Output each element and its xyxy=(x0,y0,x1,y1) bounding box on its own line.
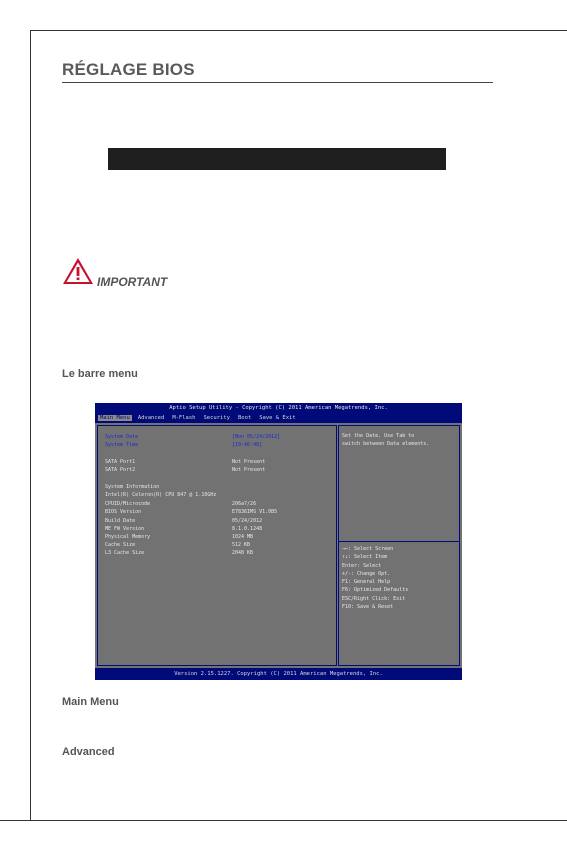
key-line: F6: Optimized Defaults xyxy=(342,587,409,594)
setting-label: BIOS Version xyxy=(105,509,142,515)
setting-label: Physical Memory xyxy=(105,534,151,540)
redacted-bar xyxy=(108,148,446,170)
setting-value: [10:46:48] xyxy=(232,442,263,448)
setting-value: Not Present xyxy=(232,467,266,473)
key-line: Enter: Select xyxy=(342,562,382,569)
setting-label: System Date xyxy=(105,434,139,440)
setting-value: 206a7/26 xyxy=(232,501,257,507)
bios-tab-bar xyxy=(98,415,298,421)
key-line: ESC/Right Click: Exit xyxy=(342,595,406,602)
setting-value: Not Present xyxy=(232,459,266,465)
bios-header xyxy=(95,403,462,423)
main-menu-heading: Main Menu xyxy=(62,696,119,708)
bios-screenshot xyxy=(95,403,462,680)
help-line: Set the Date. Use Tab to xyxy=(342,433,415,439)
setting-label: Build Date xyxy=(105,518,136,524)
bios-settings-panel xyxy=(97,425,337,666)
bios-title: Aptio Setup Utility - Copyright (C) 2011 American Megatrends, Inc. xyxy=(169,405,388,411)
bios-footer-text: Version 2.15.1227. Copyright (C) 2011 American Megatrends, Inc. xyxy=(174,671,383,677)
help-divider xyxy=(339,541,459,542)
frame-top-border xyxy=(30,30,567,31)
important-label: IMPORTANT xyxy=(97,275,168,289)
help-text xyxy=(342,432,429,448)
title-rule xyxy=(62,82,493,83)
setting-label: L3 Cache Size xyxy=(105,550,145,556)
tab-security: Security xyxy=(203,415,230,421)
setting-value: [Mon 05/24/2012] xyxy=(232,434,281,440)
tab-m-flash: M-Flash xyxy=(172,415,196,421)
setting-value: 05/24/2012 xyxy=(232,518,263,524)
setting-label: Cache Size xyxy=(105,542,136,548)
setting-label: System Time xyxy=(105,442,139,448)
frame-bottom-border xyxy=(0,820,567,821)
help-line: switch between Data elements. xyxy=(342,441,430,447)
setting-label: SATA Port2 xyxy=(105,467,136,473)
setting-value: 1024 MB xyxy=(232,534,254,540)
key-line: F10: Save & Reset xyxy=(342,604,394,611)
key-legend xyxy=(342,545,408,611)
key-line: →←: Select Screen xyxy=(342,546,394,552)
bios-help-panel xyxy=(338,425,460,666)
warning-icon xyxy=(62,257,94,285)
advanced-heading: Advanced xyxy=(62,746,115,758)
section-title: RÉGLAGE BIOS xyxy=(62,60,195,79)
bios-footer xyxy=(95,668,462,680)
setting-label: System Information xyxy=(105,484,160,490)
frame-left-border xyxy=(30,30,31,820)
setting-value: 2048 KB xyxy=(232,550,254,556)
setting-label: Intel(R) Celeron(R) CPU 847 @ 1.10GHz xyxy=(105,492,217,498)
setting-value: E7836IMS V1.0B5 xyxy=(232,509,278,515)
setting-value: 8.1.0.1248 xyxy=(232,526,263,532)
setting-label: SATA Port1 xyxy=(105,459,136,465)
tab-main-menu: Main Menu xyxy=(100,415,130,421)
tab-boot: Boot xyxy=(238,415,252,421)
key-line: +/-: Change Opt. xyxy=(342,570,391,577)
menu-bar-heading: Le barre menu xyxy=(62,368,138,380)
setting-label: CPUID/Microcode xyxy=(105,501,151,507)
key-line: ↑↓: Select Item xyxy=(342,554,388,561)
key-line: F1: General Help xyxy=(342,579,391,586)
setting-value: 512 KB xyxy=(232,542,251,548)
setting-label: ME FW Version xyxy=(105,526,145,532)
tab-save-exit: Save & Exit xyxy=(259,415,296,421)
tab-advanced: Advanced xyxy=(137,415,165,421)
